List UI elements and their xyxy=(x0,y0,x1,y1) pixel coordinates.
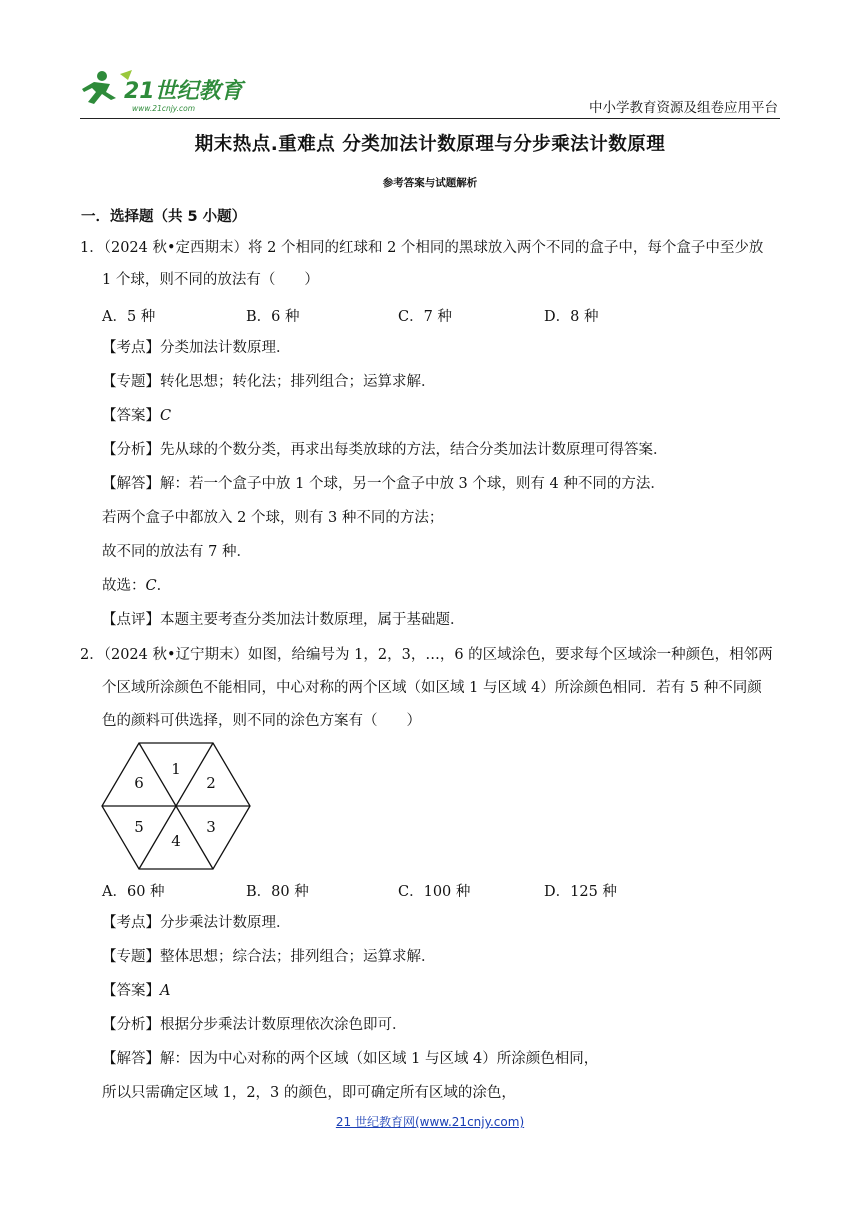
q1-choose-end: ． xyxy=(156,578,172,594)
q1-option-a: A．5 种 xyxy=(102,309,156,325)
q1-choose xyxy=(102,576,171,596)
region-label-5: 5 xyxy=(134,818,144,836)
q1-answer xyxy=(102,406,171,426)
q1-choose-value: C xyxy=(145,578,157,594)
q1-answer-label: 【答案】 xyxy=(102,408,160,424)
region-label-3: 3 xyxy=(206,818,216,836)
q1-option-c: C．7 种 xyxy=(398,309,452,325)
q2-option-c: C．100 种 xyxy=(398,884,471,900)
logo-text: 21世纪教育 xyxy=(124,79,243,104)
logo-url-text: www.21cnjy.com xyxy=(132,104,196,113)
region-label-6: 6 xyxy=(134,774,144,792)
q1-kaodian: 【考点】分类加法计数原理． xyxy=(102,340,291,356)
region-label-4: 4 xyxy=(171,832,181,850)
q2-option-a: A．60 种 xyxy=(102,884,165,900)
q2-stem-line1: 2．（2024 秋•辽宁期末）如图，给编号为 1，2，3，…，6 的区域涂色，要求每个区域涂一种颜色，相邻两 xyxy=(80,647,773,663)
footer-link[interactable]: 21 世纪教育网(www.21cnjy.com) xyxy=(335,1115,525,1129)
q1-stem-line1: 1．（2024 秋•定西期末）将 2 个相同的红球和 2 个相同的黑球放入两个不同的盒子中，每个盒子中至少放 xyxy=(80,240,764,256)
q2-answer-value: A xyxy=(160,983,171,999)
q1-fenxi: 【分析】先从球的个数分类，再求出每类放球的方法，结合分类加法计数原理可得答案． xyxy=(102,442,668,458)
q1-stem-line2: 1 个球，则不同的放法有（ ） xyxy=(102,272,319,288)
q2-zhuanti: 【专题】整体思想；综合法；排列组合；运算求解． xyxy=(102,949,436,965)
page-subtitle: 参考答案与试题解析 xyxy=(382,177,478,189)
q2-stem-line3: 色的颜料可供选择，则不同的涂色方案有（ ） xyxy=(102,713,421,729)
q2-jieda: 【解答】解：因为中心对称的两个区域（如区域 1 与区域 4）所涂颜色相同， xyxy=(102,1051,599,1067)
site-logo xyxy=(80,68,255,114)
q2-step2: 所以只需确定区域 1，2，3 的颜色，即可确定所有区域的涂色， xyxy=(102,1085,516,1101)
region-label-2: 2 xyxy=(206,774,216,792)
q1-option-b: B．6 种 xyxy=(246,309,300,325)
q2-option-b: B．80 种 xyxy=(246,884,309,900)
q2-kaodian: 【考点】分步乘法计数原理． xyxy=(102,915,291,931)
platform-name: 中小学教育资源及组卷应用平台 xyxy=(589,100,778,116)
q1-choose-label: 故选： xyxy=(102,578,146,594)
section-heading: 一．选择题（共 5 小题） xyxy=(81,209,247,225)
q2-answer-label: 【答案】 xyxy=(102,983,160,999)
q1-answer-value: C xyxy=(160,408,172,424)
q1-step3: 故不同的放法有 7 种． xyxy=(102,544,251,560)
q2-stem-line2: 个区域所涂颜色不能相同，中心对称的两个区域（如区域 1 与区域 4）所涂颜色相同．若有 5 种不同颜 xyxy=(102,680,762,696)
q1-step2: 若两个盒子中都放入 2 个球，则有 3 种不同的方法； xyxy=(102,510,444,526)
q2-fenxi: 【分析】根据分步乘法计数原理依次涂色即可． xyxy=(102,1017,407,1033)
q1-dianping: 【点评】本题主要考查分类加法计数原理，属于基础题． xyxy=(102,612,465,628)
q1-zhuanti: 【专题】转化思想；转化法；排列组合；运算求解． xyxy=(102,374,436,390)
q2-option-d: D．125 种 xyxy=(544,884,617,900)
page-title: 期末热点.重难点 分类加法计数原理与分步乘法计数原理 xyxy=(194,134,666,155)
region-label-1: 1 xyxy=(171,760,181,778)
q2-answer xyxy=(102,981,170,1001)
q1-jieda: 【解答】解：若一个盒子中放 1 个球，另一个盒子中放 3 个球，则有 4 种不同的方法． xyxy=(102,476,665,492)
header-divider xyxy=(80,118,780,119)
hexagon-figure xyxy=(100,742,252,870)
q1-option-d: D．8 种 xyxy=(544,309,599,325)
